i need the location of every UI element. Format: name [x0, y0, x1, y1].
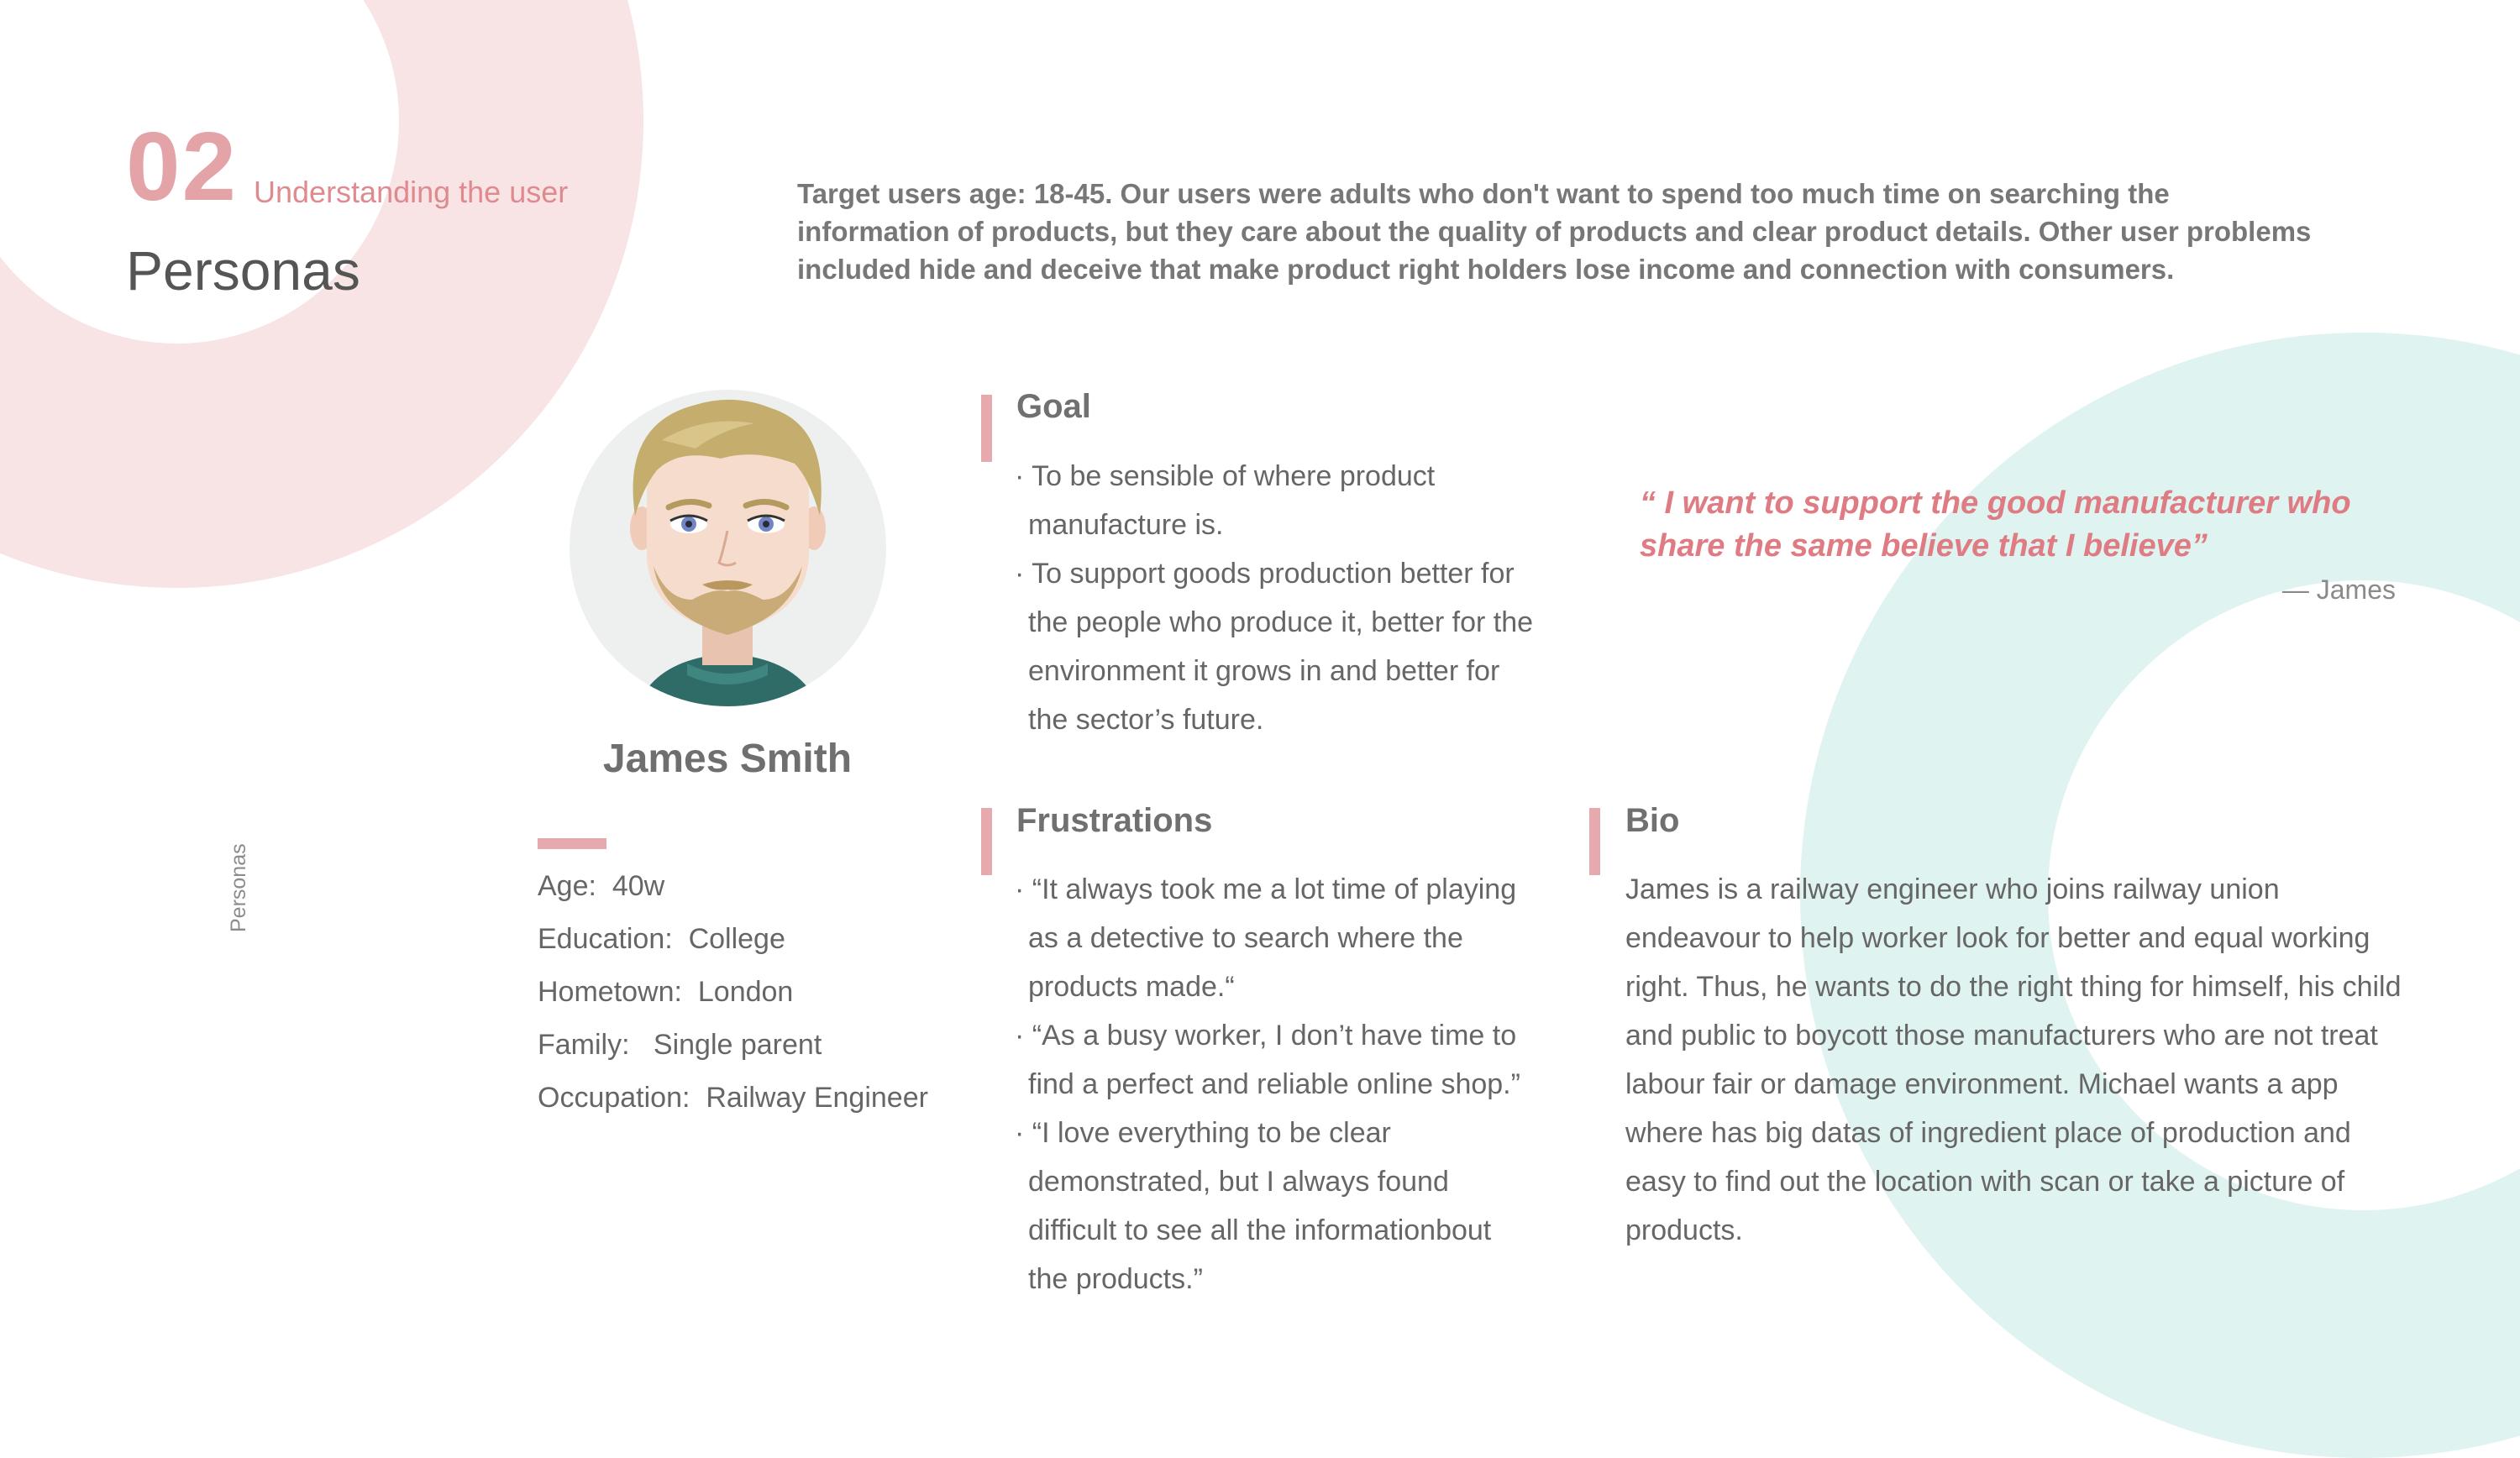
intro-text: Target users age: 18-45. Our users were adults who don't want to spend too much time on searching the information of products, but they care about the quality of products and clear product details. Other user problems included hide and deceive that make product right holders lose income and connection with consumers. — [797, 178, 2312, 285]
frustrations-accent-bar — [981, 808, 992, 875]
goal-title: Goal — [1016, 388, 1091, 425]
goal-item: · To support goods production better for the people who produce it, better for the environment it grows in and better for the sector’s future. — [1015, 558, 1534, 736]
quote-author: — James — [2281, 574, 2396, 605]
avatar-illustration — [570, 390, 886, 706]
section-number: 02 — [126, 112, 239, 221]
info-age: Age: 40w — [538, 870, 665, 902]
persona-name: James Smith — [602, 737, 853, 781]
info-occupation: Occupation: Railway Engineer — [538, 1082, 928, 1114]
info-family: Family: Single parent — [538, 1029, 822, 1061]
frustrations-title: Frustrations — [1016, 802, 1213, 839]
section-subtitle: Understanding the user — [254, 175, 569, 209]
persona-quote: “ I want to support the good manufacturer who share the same believe that I believe” — [1640, 485, 2351, 564]
bio-text: James is a railway engineer who joins railway union endeavour to help worker look for better and equal working right. Thus, he wants to do the right thing for himself, his child and public to boycott those manufacturers who are not treat labour fair or damage environment. Michael wants a app where has big datas of ingredient place of production and easy to find out the location with scan or take a picture of products. — [1625, 873, 2402, 1246]
frustration-item: · “It always took me a lot time of playing as a detective to search where the products made.“ — [1015, 873, 1517, 1003]
persona-avatar — [570, 390, 886, 706]
goal-item: · To be sensible of where product manufacture is. — [1015, 460, 1436, 541]
frustration-item: · “I love everything to be clear demonstrated, but I always found difficult to see all the informationbout the products.” — [1015, 1117, 1492, 1295]
persona-info-list — [538, 860, 928, 1125]
info-education: Education: College — [538, 923, 785, 955]
bio-title: Bio — [1625, 802, 1680, 839]
bio-accent-bar — [1589, 808, 1600, 875]
goal-list — [1015, 452, 1536, 744]
info-accent-bar — [538, 838, 606, 849]
frustrations-list — [1015, 865, 1536, 1303]
page-title: Personas — [126, 239, 360, 302]
frustration-item: · “As a busy worker, I don’t have time to find a perfect and reliable online shop.” — [1015, 1020, 1520, 1100]
side-label: Personas — [227, 843, 250, 932]
info-hometown: Hometown: London — [538, 976, 794, 1008]
goal-accent-bar — [981, 395, 992, 462]
